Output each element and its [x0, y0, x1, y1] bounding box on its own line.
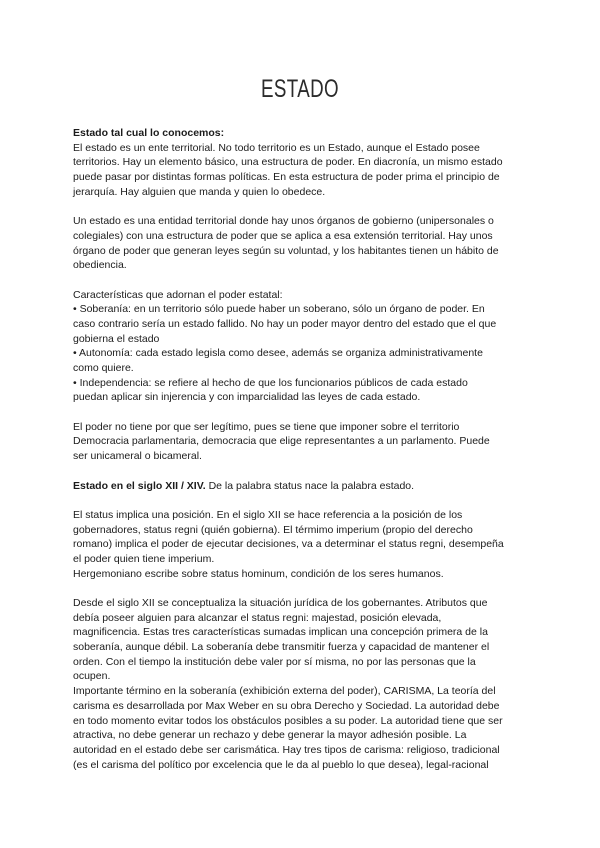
paragraph-line: atractiva, no debe generar un rechazo y debe generar la mayor adhesión posible. La — [73, 729, 467, 742]
paragraph-line: orden. Con el tiempo la institución debe valer por sí misma, no por las personas que la — [73, 655, 476, 668]
paragraph-line: Un estado es una entidad territorial donde hay unos órganos de gobierno (unipersonales o — [73, 215, 494, 228]
characteristics-list — [73, 288, 573, 406]
page-title: ESTADO — [261, 75, 339, 103]
section-heading: Estado tal cual lo conocemos: — [73, 127, 225, 139]
paragraph-line: El poder no tiene por que ser legítimo, pues se tiene que imponer sobre el territorio — [73, 420, 460, 433]
list-intro-line: Características que adornan el poder estatal: — [73, 288, 283, 301]
intro-paragraph — [73, 126, 573, 199]
paragraph-line: debía poseer alguien para alcanzar el status regni: majestad, posición elevada, — [73, 611, 442, 624]
section-heading: Estado en el siglo XII / XIV. — [73, 479, 206, 492]
paragraph-line: colegiales) con una estructura de poder que se aplica a esa extensión territorial. Hay unos — [73, 229, 493, 242]
paragraph-line: (es el carisma del político por excelencia que le da al pueblo lo que desea), legal-racional — [73, 758, 489, 771]
list-item-continuation: gobierna el estado — [73, 332, 160, 345]
paragraph-line: romano) implica el poder de ejecutar decisiones, va a determinar el status regni, desempeña — [73, 538, 504, 551]
paragraph-line: El status implica una posición. En el siglo XII se hace referencia a la posición de los — [73, 508, 463, 521]
paragraph-line: territorios. Hay un elemento básico, una estructura de poder. En diacronía, un mismo estado — [73, 156, 503, 169]
list-item-autonomia: • Autonomía: cada estado legisla como desee, además se organiza administrativamente — [73, 347, 483, 360]
paragraph-line: El estado es un ente territorial. No todo territorio es un Estado, aunque el Estado posee — [73, 141, 480, 154]
paragraph-line — [73, 479, 573, 494]
paragraph-line: jerarquía. Hay alguien que manda y quien lo obedece. — [73, 185, 326, 198]
paragraph-line: en todo momento evitar todos los obstáculos posibles a su poder. La autoridad tiene que ser — [73, 714, 503, 727]
paragraph-line: Democracia parlamentaria, democracia que elige representantes a un parlamento. Puede — [73, 435, 490, 448]
list-item-continuation: caso contrario sería un estado fallido. No hay un poder mayor dentro del estado que el que — [73, 317, 497, 330]
paragraph-line: ser unicameral o bicameral. — [73, 450, 202, 463]
list-item-independencia: • Independencia: se refiere al hecho de que los funcionarios públicos de cada estado — [73, 376, 468, 389]
sovereignty-paragraph — [73, 596, 573, 772]
definition-paragraph — [73, 214, 573, 273]
paragraph-line: gobernadores, status regni (quién gobierna). El térmimo imperium (propio del derecho — [73, 523, 473, 536]
legitimacy-paragraph — [73, 420, 573, 464]
paragraph-line: Desde el siglo XII se conceptualiza la situación jurídica de los gobernantes. Atributos que — [73, 597, 488, 609]
document-body — [73, 126, 573, 772]
paragraph-line: Hergemoniano escribe sobre status hominum, condición de los seres humanos. — [73, 567, 444, 580]
list-item-continuation: como quiere. — [73, 362, 134, 374]
list-item-continuation: puedan aplicar sin injerencia y con imparcialidad las leyes de cada estado. — [73, 391, 421, 404]
paragraph-line: el poder quien tiene imperium. — [73, 552, 215, 565]
paragraph-line: autoridad en el estado debe ser carismática. Hay tres tipos de carisma: religioso, tradicional — [73, 743, 500, 756]
paragraph-line: soberanía, aunque débil. La soberanía debe transmitir fuerza y capacidad de mantener el — [73, 641, 490, 654]
paragraph-line: ocupen. — [73, 670, 111, 683]
paragraph-line: órgano de poder que generan leyes según su voluntad, y los habitantes tienen un hábito de — [73, 244, 499, 257]
list-item-soberania: • Soberanía: en un territorio sólo puede haber un soberano, sólo un órgano de poder. En — [73, 303, 485, 316]
paragraph-line: obediencia. — [73, 259, 127, 272]
heading-followup-text: De la palabra status nace la palabra estado. — [205, 479, 415, 492]
title-container — [0, 74, 600, 108]
paragraph-line: carisma es desarrollada por Max Weber en su obra Derecho y Sociedad. La autoridad debe — [73, 699, 500, 712]
paragraph-line: magnificencia. Estas tres características sumadas implican una concepción primera de la — [73, 626, 488, 639]
paragraph-line: puede pasar por distintas formas políticas. En esta estructura de poder prima el principio de — [73, 171, 500, 184]
status-paragraph — [73, 508, 573, 581]
century-paragraph — [73, 479, 573, 494]
paragraph-line: Importante término en la soberanía (exhibición externa del poder), CARISMA, La teoría del — [73, 685, 496, 698]
